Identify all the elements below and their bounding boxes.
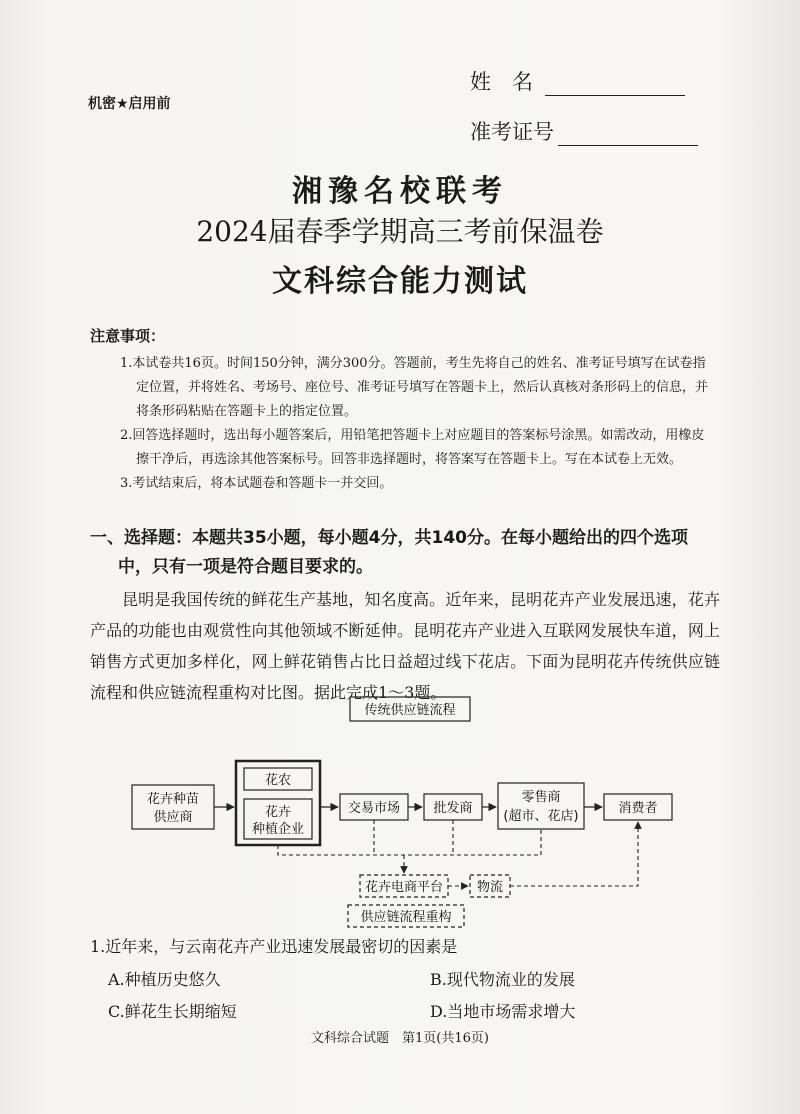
section-heading-line2: 中，只有一项是符合题目要求的。 (118, 557, 373, 577)
restructured-label: 供应链流程重构 (360, 910, 452, 925)
platform-label: 花卉电商平台 (364, 880, 444, 895)
confidential-mark: 机密★启用前 (88, 96, 171, 112)
enterprise-line2: 种植企业 (251, 822, 305, 837)
supply-chain-svg (120, 695, 680, 935)
exam-name-title: 2024届春季学期高三考前保温卷 (196, 215, 604, 248)
notice-item: 1.本试卷共16页。时间150分钟，满分300分。答题前，考生先将自己的姓名、准考证号填写在试卷指定位置，并将姓名、考场号、座位号、准考证号填写在答题卡上，然后认真核对条形码上的信息，并将条形码粘贴在答题卡上的指定位置。 (120, 356, 709, 419)
exam-subject-title: 文科综合能力测试 (272, 264, 528, 299)
enterprise-line1: 花卉 (264, 805, 292, 820)
retailer-line2: (超市、花店) (503, 809, 579, 824)
question-1-option-b[interactable]: B.现代物流业的发展 (430, 970, 575, 989)
question-1-option-d[interactable]: D.当地市场需求增大 (430, 1002, 576, 1021)
section-heading (90, 524, 720, 582)
section-heading-line1: 一、选择题：本题共35小题，每小题4分，共140分。在每小题给出的四个选项 (90, 528, 688, 548)
wholesaler-label: 批发商 (433, 801, 473, 816)
passage-text: 昆明是我国传统的鲜花生产基地，知名度高。近年来，昆明花卉产业发展迅速，花卉产品的功能也由观赏性向其他领域不断延伸。昆明花卉产业进入互联网发展快车道，网上销售方式更加多样化，网上鲜花销售占比日益超过线下花店。下面为昆明花卉传统供应链流程和供应链流程重构对比图。据此完成1～3题。 (90, 590, 720, 702)
page-footer: 文科综合试题 第1页(共16页) (311, 1031, 489, 1046)
consumer-label: 消费者 (618, 801, 658, 816)
supply-chain-diagram (120, 695, 680, 939)
market-label: 交易市场 (347, 801, 401, 816)
logistics-label: 物流 (476, 880, 504, 895)
exam-id-field (470, 116, 698, 146)
supplier-line1: 花卉种苗 (146, 792, 200, 807)
question-1-option-a[interactable]: A.种植历史悠久 (108, 970, 221, 989)
question-1-stem: 1.近年来，与云南花卉产业迅速发展最密切的因素是 (90, 937, 458, 956)
name-label: 姓 名 (470, 70, 533, 94)
exam-id-label: 准考证号 (470, 120, 554, 144)
exam-org-title: 湘豫名校联考 (292, 174, 508, 209)
retailer-line1: 零售商 (521, 790, 561, 805)
supplier-line2: 供应商 (153, 810, 193, 825)
exam-id-blank[interactable] (558, 123, 698, 146)
notice-item: 3.考试结束后，将本试题卷和答题卡一并交回。 (120, 476, 393, 491)
name-field (470, 66, 685, 96)
traditional-label: 传统供应链流程 (364, 703, 456, 718)
name-blank[interactable] (545, 73, 685, 96)
notice-list (120, 352, 715, 496)
notice-item: 2.回答选择题时，选出每小题答案后，用铅笔把答题卡上对应题目的答案标号涂黑。如需改动，用橡皮擦干净后，再选涂其他答案标号。回答非选择题时，将答案写在答题卡上。写在本试卷上无效。 (120, 428, 705, 467)
question-1-option-c[interactable]: C.鲜花生长期缩短 (108, 1002, 237, 1021)
farmer-label: 花农 (264, 773, 292, 788)
notice-heading: 注意事项： (90, 327, 166, 345)
